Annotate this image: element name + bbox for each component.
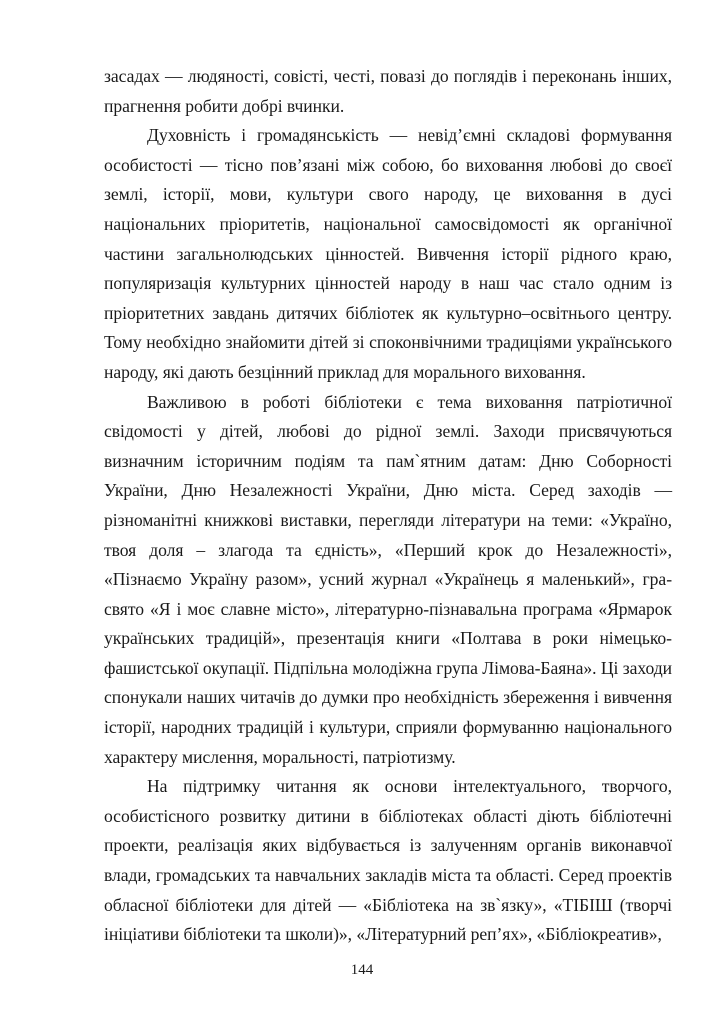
page-body [104, 62, 672, 950]
paragraph-spirituality: Духовність і громадянськість — невід’ємні складові формування особистості — тісно пов’язані між собою, бо виховання любові до своєї землі, історії, мови, культури свого народу, це виховання в дусі національних пріоритетів, національної самосвідомості як органічної частини загальнолюдських цінностей. Вивчення історії рідного краю, популяризація культурних цінностей народу в наш час стало одним із пріоритетних завдань дитячих бібліотек як культурно–освітнього центру. Тому необхідно знайомити дітей зі споконвічними традиціями українського народу, які дають безцінний приклад для морального виховання. [104, 125, 672, 382]
paragraph-patriotic-education: Важливою в роботі бібліотеки є тема виховання патріотичної свідомості у дітей, любові до рідної землі. Заходи присвячуються визначним історичним подіям та пам`ятним датам: Дню Соборності України, Дню Незалежності України, Дню міста. Серед заходів — різноманітні книжкові виставки, перегляди літератури на теми: «Україно, твоя доля – злагода та єдність», «Перший крок до Незалежності», «Пізнаємо Україну разом», усний журнал «Українець я маленький», гра-свято «Я і моє славне місто», літературно-пізнавальна програма «Ярмарок українських традицій», презентація книги «Полтава в роки німецько-фашистської окупації. Підпільна молодіжна група Лімова-Баяна». Ці заходи спонукали наших читачів до думки про необхідність збереження і вивчення історії, народних традицій і культури, сприяли формуванню національного характеру мислення, моральності, патріотизму. [104, 391, 672, 767]
paragraph-reading-projects: На підтримку читання як основи інтелектуального, творчого, особистісного розвитку дитини в бібліотеках області діють бібліотечні проекти, реалізація яких відбувається із залученням органів виконавчої влади, громадських та навчальних закладів міста та області. Серед проектів обласної бібліотеки для дітей — «Бібліотека на зв`язку», «ТІБІШ (творчі ініціативи бібліотеки та школи)», «Літературний реп’ях», «Бібліокреатив», [104, 776, 672, 945]
page-number: 144 [350, 962, 374, 978]
paragraph-continuation: засадах — людяності, совісті, честі, повазі до поглядів і переконань інших, прагнення робити добрі вчинки. [104, 66, 672, 116]
